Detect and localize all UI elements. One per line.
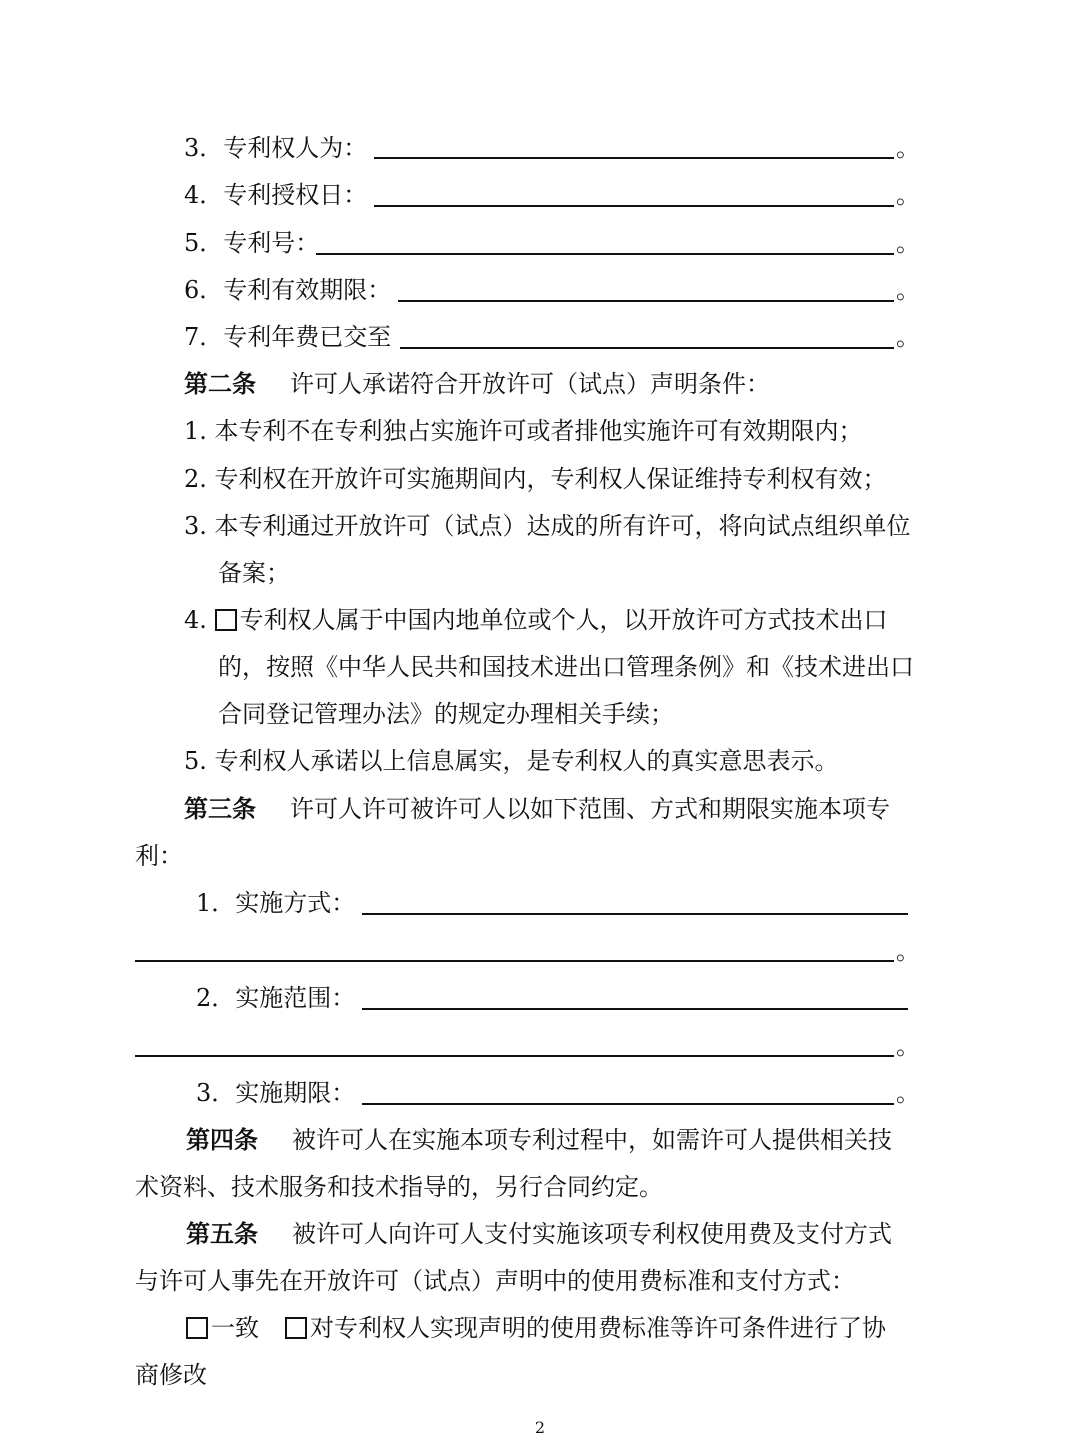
impl-term-field[interactable] — [362, 1103, 894, 1105]
article4-line — [186, 1123, 892, 1157]
article2-heading: 第二条 — [184, 369, 256, 398]
article2-item-4-cont1: 的，按照《中华人民共和国技术进出口管理条例》和《技术进出口 — [218, 653, 914, 681]
article2-item-4-text: 专利权人属于中国内地单位或个人，以开放许可方式技术出口 — [239, 606, 888, 634]
annual-fee-label: 7．专利年费已交至 — [184, 323, 392, 351]
article5-text: 被许可人向许可人支付实施该项专利权使用费及支付方式 — [292, 1220, 892, 1248]
article2-intro: 许可人承诺符合开放许可（试点）声明条件： — [290, 370, 770, 398]
article4-text-cont: 术资料、技术服务和技术指导的，另行合同约定。 — [135, 1173, 663, 1201]
impl-method-end: 。 — [896, 937, 920, 965]
impl-method-field[interactable] — [362, 913, 908, 915]
validity-field[interactable] — [398, 300, 894, 302]
impl-method-field-cont[interactable] — [135, 960, 894, 962]
validity-end: 。 — [896, 276, 920, 304]
negotiated-option-cont: 商修改 — [135, 1361, 207, 1389]
article3-intro: 许可人许可被许可人以如下范围、方式和期限实施本项专 — [290, 795, 890, 823]
article2-line — [184, 367, 770, 401]
annual-fee-field[interactable] — [400, 347, 894, 349]
article2-item-1: 1. 本专利不在专利独占实施许可或者排他实施许可有效期限内； — [184, 417, 863, 445]
article2-item-4-number: 4. — [184, 606, 207, 634]
article2-item-5: 5. 专利权人承诺以上信息属实，是专利权人的真实意思表示。 — [184, 747, 839, 775]
grant-date-end: 。 — [896, 181, 920, 209]
article5-text-cont: 与许可人事先在开放许可（试点）声明中的使用费标准和支付方式： — [135, 1267, 855, 1295]
article2-item-4 — [184, 603, 888, 637]
impl-scope-field-cont[interactable] — [135, 1055, 894, 1057]
patent-number-field[interactable] — [316, 253, 894, 255]
negotiated-checkbox[interactable] — [285, 1317, 307, 1339]
page-number: 2 — [534, 1418, 546, 1437]
consistent-option-label: 一致 — [211, 1314, 259, 1342]
validity-label: 6．专利有效期限： — [184, 276, 392, 304]
impl-scope-field[interactable] — [362, 1008, 908, 1010]
patentee-field[interactable] — [374, 157, 894, 159]
impl-term-label: 3．实施期限： — [196, 1079, 356, 1107]
article5-heading: 第五条 — [186, 1219, 258, 1248]
article4-text: 被许可人在实施本项专利过程中，如需许可人提供相关技 — [292, 1126, 892, 1154]
patent-number-label: 5．专利号： — [184, 229, 320, 257]
article2-item-3-cont: 备案； — [218, 559, 290, 587]
article2-item-3: 3. 本专利通过开放许可（试点）达成的所有许可，将向试点组织单位 — [184, 512, 911, 540]
fee-options-line — [186, 1311, 886, 1345]
impl-scope-end: 。 — [896, 1032, 920, 1060]
patent-number-end: 。 — [896, 229, 920, 257]
patentee-label: 3．专利权人为： — [184, 134, 368, 162]
grant-date-label: 4．专利授权日： — [184, 181, 368, 209]
grant-date-field[interactable] — [374, 205, 894, 207]
patentee-end: 。 — [896, 134, 920, 162]
impl-term-end: 。 — [896, 1079, 920, 1107]
consistent-checkbox[interactable] — [186, 1317, 208, 1339]
export-checkbox[interactable] — [215, 609, 237, 631]
article3-line — [184, 792, 890, 826]
impl-method-label: 1．实施方式： — [196, 889, 356, 917]
article3-intro-cont: 利： — [135, 842, 183, 870]
article2-item-4-cont2: 合同登记管理办法》的规定办理相关手续； — [218, 700, 674, 728]
article5-line — [186, 1217, 892, 1251]
annual-fee-end: 。 — [896, 323, 920, 351]
article3-heading: 第三条 — [184, 794, 256, 823]
article4-heading: 第四条 — [186, 1125, 258, 1154]
impl-scope-label: 2．实施范围： — [196, 984, 356, 1012]
article2-item-2: 2. 专利权在开放许可实施期间内，专利权人保证维持专利权有效； — [184, 465, 887, 493]
negotiated-option-label: 对专利权人实现声明的使用费标准等许可条件进行了协 — [310, 1314, 886, 1342]
